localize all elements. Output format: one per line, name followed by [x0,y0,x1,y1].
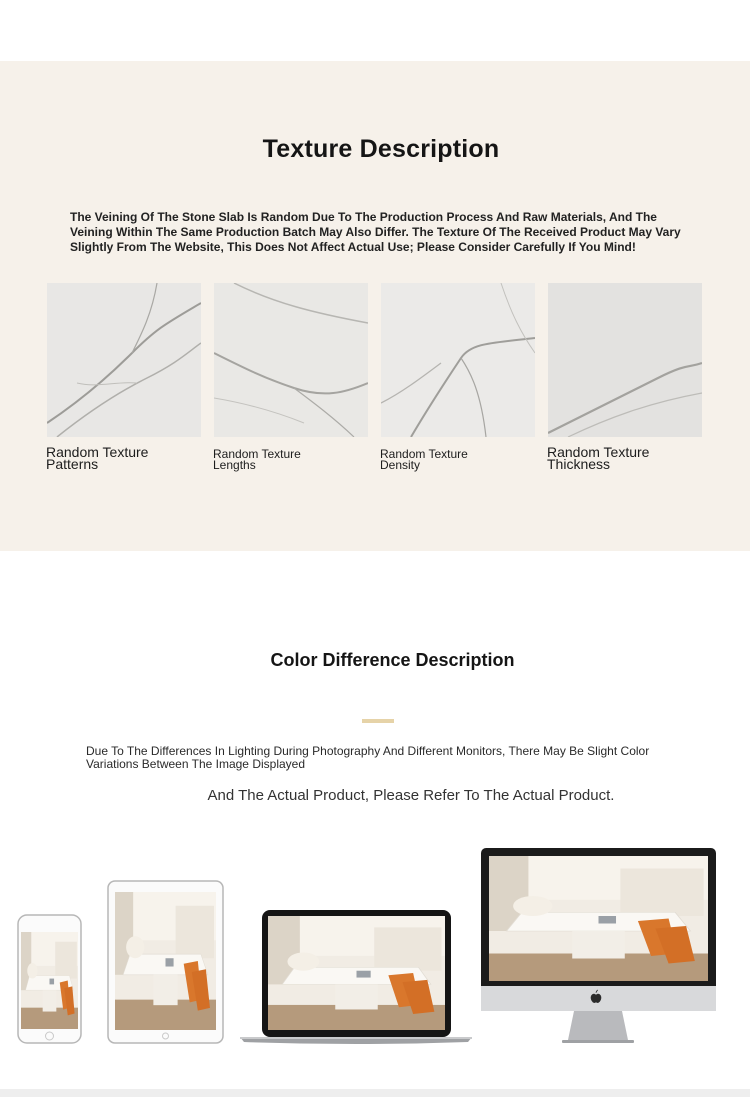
texture-tile-thickness [548,283,702,437]
laptop-device [240,910,472,1044]
color-note: Due To The Differences In Lighting During Photography And Different Monitors, There May Be Slight Color Variations Between The Image Displayed [86,744,650,771]
tile-label-patterns: Random Texture Patterns [46,444,149,472]
texture-title: Texture Description [262,135,500,163]
accent-divider [362,719,394,723]
tile-label-density: Random Texture Density [380,447,468,472]
tile-label-lengths: Random Texture Lengths [213,447,301,472]
desktop-monitor-device [481,848,716,1043]
texture-section [0,61,750,551]
tablet-device [108,881,223,1043]
tile-label-thickness: Random Texture Thickness [547,444,650,472]
texture-tile-patterns [47,283,201,437]
bottom-strip [0,1089,750,1097]
texture-tile-lengths [214,283,368,437]
color-title: Color Difference Description [270,650,515,670]
texture-tile-density [381,283,535,437]
color-note-continued: And The Actual Product, Please Refer To The Actual Product. [207,787,615,804]
texture-note: The Veining Of The Stone Slab Is Random Due To The Production Process And Raw Materials, And The Veining Within The Same Production Batch May Also Differ. The Texture Of The Received Product May Vary Slightly From The Website, This Does Not Affect Actual Use; Please Consider Carefully If You Mind! [70,210,681,254]
phone-device [18,915,81,1043]
devices-illustration [0,840,750,1050]
